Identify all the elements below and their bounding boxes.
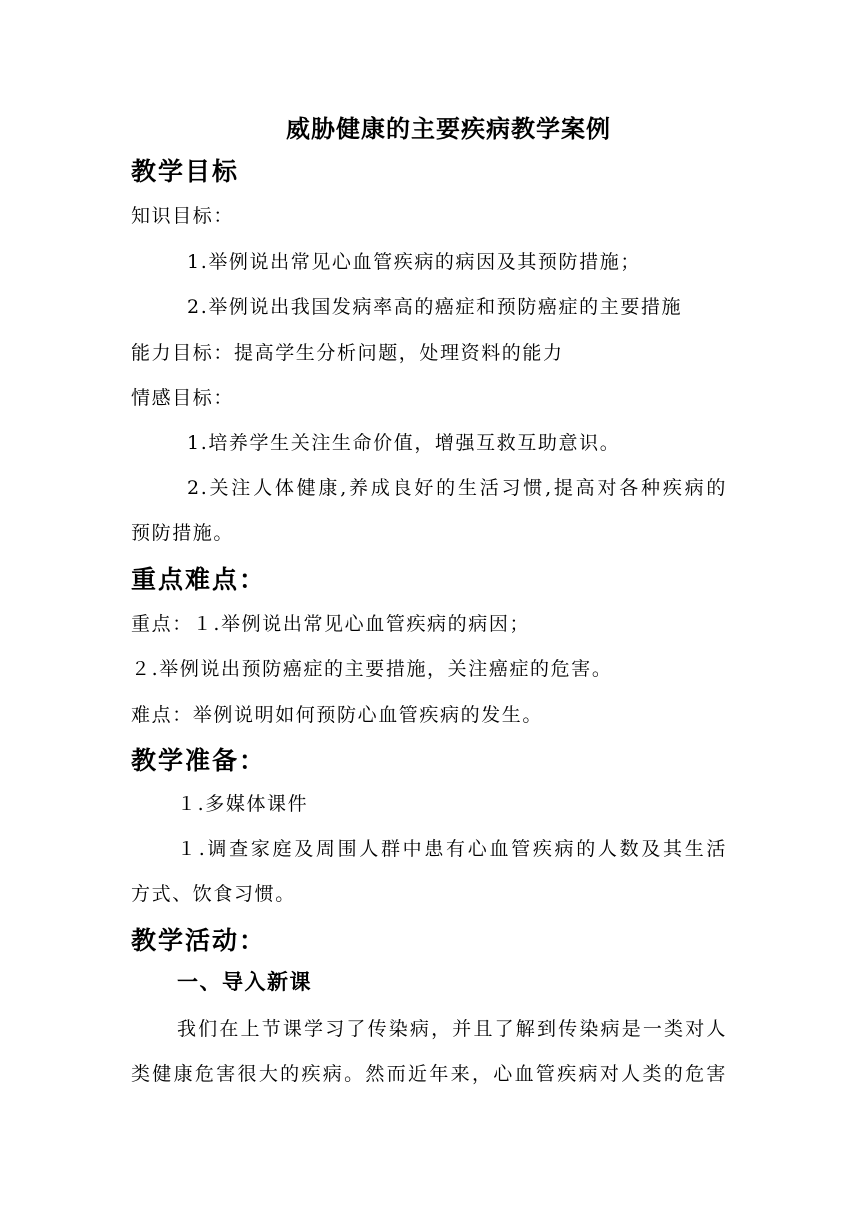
ability-objective: 能力目标：提高学生分析问题，处理资料的能力 [131, 342, 564, 364]
knowledge-objective-2: 2.举例说出我国发病率高的癌症和预防癌症的主要措施 [187, 296, 683, 318]
emotion-objective-2-line-1: 2.关注人体健康,养成良好的生活习惯,提高对各种疾病的 [187, 477, 727, 499]
key-point-1: 重点：１.举例说出常见心血管疾病的病因； [131, 613, 531, 635]
difficult-point: 难点：举例说明如何预防心血管疾病的发生。 [131, 704, 544, 726]
introduction-paragraph-line-1: 我们在上节课学习了传染病，并且了解到传染病是一类对人 [177, 1018, 727, 1040]
introduction-paragraph-line-2: 类健康危害很大的疾病。然而近年来，心血管疾病对人类的危害 [131, 1063, 727, 1085]
knowledge-objective-1: 1.举例说出常见心血管疾病的病因及其预防措施； [187, 251, 641, 273]
key-point-2: ２.举例说出预防癌症的主要措施，关注癌症的危害。 [131, 658, 613, 680]
document-title: 威胁健康的主要疾病教学案例 [286, 115, 611, 143]
emotion-objective-2-line-2: 预防措施。 [131, 522, 235, 544]
heading-key-points: 重点难点： [131, 565, 267, 594]
preparation-item-1: １.多媒体课件 [177, 793, 309, 815]
preparation-item-2-line-2: 方式、饮食习惯。 [131, 883, 296, 905]
heading-activities: 教学活动： [131, 926, 267, 955]
preparation-item-2-line-1: １.调查家庭及周围人群中患有心血管疾病的人数及其生活 [177, 838, 727, 860]
heading-preparation: 教学准备： [131, 746, 267, 775]
knowledge-objectives-label: 知识目标： [131, 205, 235, 227]
emotion-objectives-label: 情感目标： [131, 387, 235, 409]
emotion-objective-1: 1.培养学生关注生命价值，增强互救互助意识。 [187, 432, 621, 454]
heading-objectives: 教学目标 [131, 157, 240, 186]
section-introduction-title: 一、导入新课 [177, 970, 312, 994]
